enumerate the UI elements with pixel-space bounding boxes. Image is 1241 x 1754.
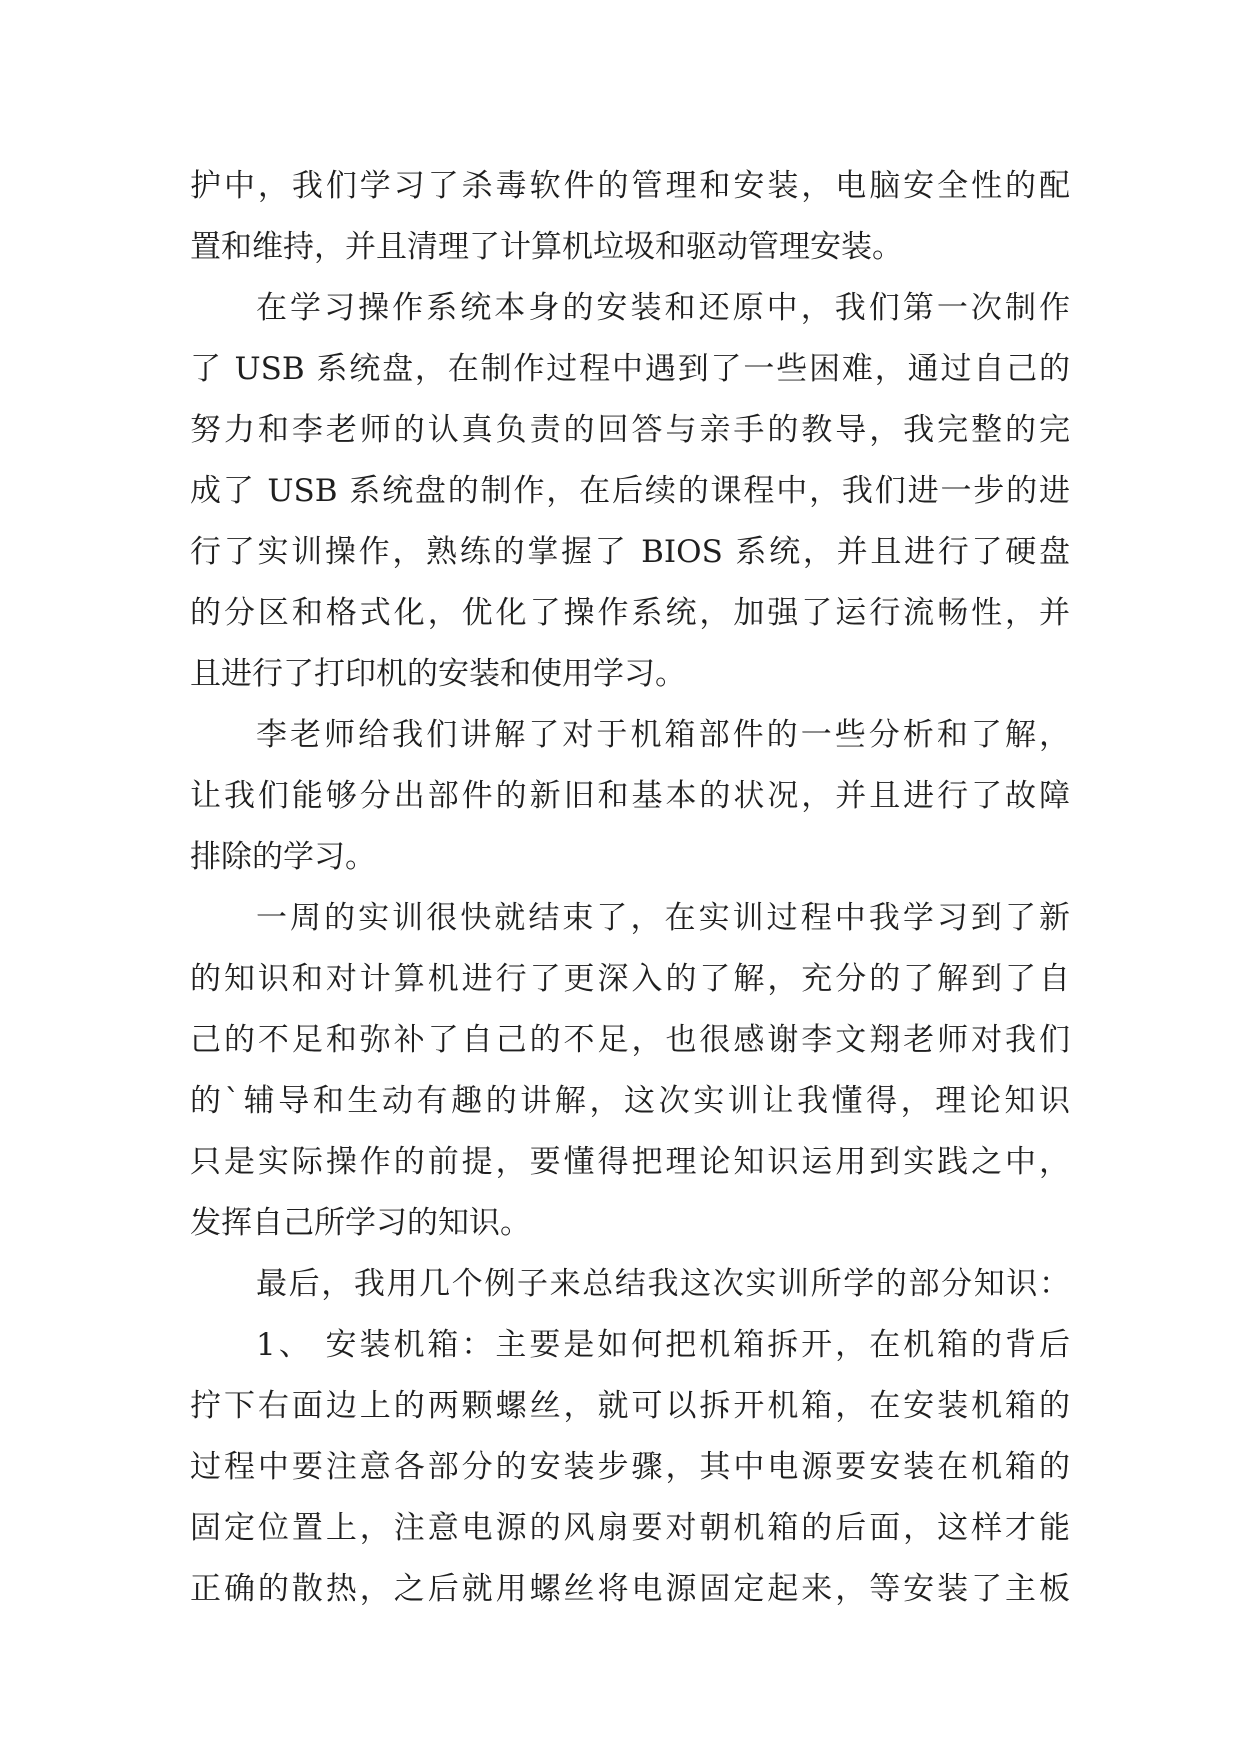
text-line: 的知识和对计算机进行了更深入的了解，充分的了解到了自: [190, 961, 1070, 997]
text-line: 护中，我们学习了杀毒软件的管理和安装，电脑安全性的配: [190, 168, 1070, 204]
document-body: [190, 156, 1070, 1620]
text-line: 己的不足和弥补了自己的不足，也很感谢李文翔老师对我们: [190, 1022, 1070, 1058]
text-line: 让我们能够分出部件的新旧和基本的状况，并且进行了故障: [190, 778, 1070, 814]
text-line: 最后，我用几个例子来总结我这次实训所学的部分知识：: [256, 1266, 1070, 1302]
text-line: 一周的实训很快就结束了，在实训过程中我学习到了新: [256, 900, 1070, 936]
text-line: 李老师给我们讲解了对于机箱部件的一些分析和了解，: [256, 717, 1070, 753]
text-line: 成了 USB 系统盘的制作，在后续的课程中，我们进一步的进: [190, 473, 1070, 509]
text-line: 发挥自己所学习的知识。: [190, 1205, 531, 1241]
text-line: 排除的学习。: [190, 839, 376, 875]
text-line: 且进行了打印机的安装和使用学习。: [190, 656, 686, 692]
text-line: 固定位置上，注意电源的风扇要对朝机箱的后面，这样才能: [190, 1510, 1070, 1546]
text-line: 努力和李老师的认真负责的回答与亲手的教导，我完整的完: [190, 412, 1070, 448]
text-line: 拧下右面边上的两颗螺丝，就可以拆开机箱，在安装机箱的: [190, 1388, 1070, 1424]
text-line: 过程中要注意各部分的安装步骤，其中电源要安装在机箱的: [190, 1449, 1070, 1485]
text-line: 只是实际操作的前提，要懂得把理论知识运用到实践之中，: [190, 1144, 1070, 1180]
text-line: 1、 安装机箱：主要是如何把机箱拆开，在机箱的背后: [256, 1327, 1070, 1363]
text-line: 行了实训操作，熟练的掌握了 BIOS 系统，并且进行了硬盘: [190, 534, 1070, 570]
text-line: 在学习操作系统本身的安装和还原中，我们第一次制作: [256, 290, 1070, 326]
text-line: 置和维持，并且清理了计算机垃圾和驱动管理安装。: [190, 229, 903, 265]
text-line: 的`辅导和生动有趣的讲解，这次实训让我懂得，理论知识: [190, 1083, 1070, 1119]
text-line: 的分区和格式化，优化了操作系统，加强了运行流畅性，并: [190, 595, 1070, 631]
text-line: 了 USB 系统盘，在制作过程中遇到了一些困难，通过自己的: [190, 351, 1070, 387]
text-line: 正确的散热，之后就用螺丝将电源固定起来，等安装了主板: [190, 1571, 1070, 1607]
